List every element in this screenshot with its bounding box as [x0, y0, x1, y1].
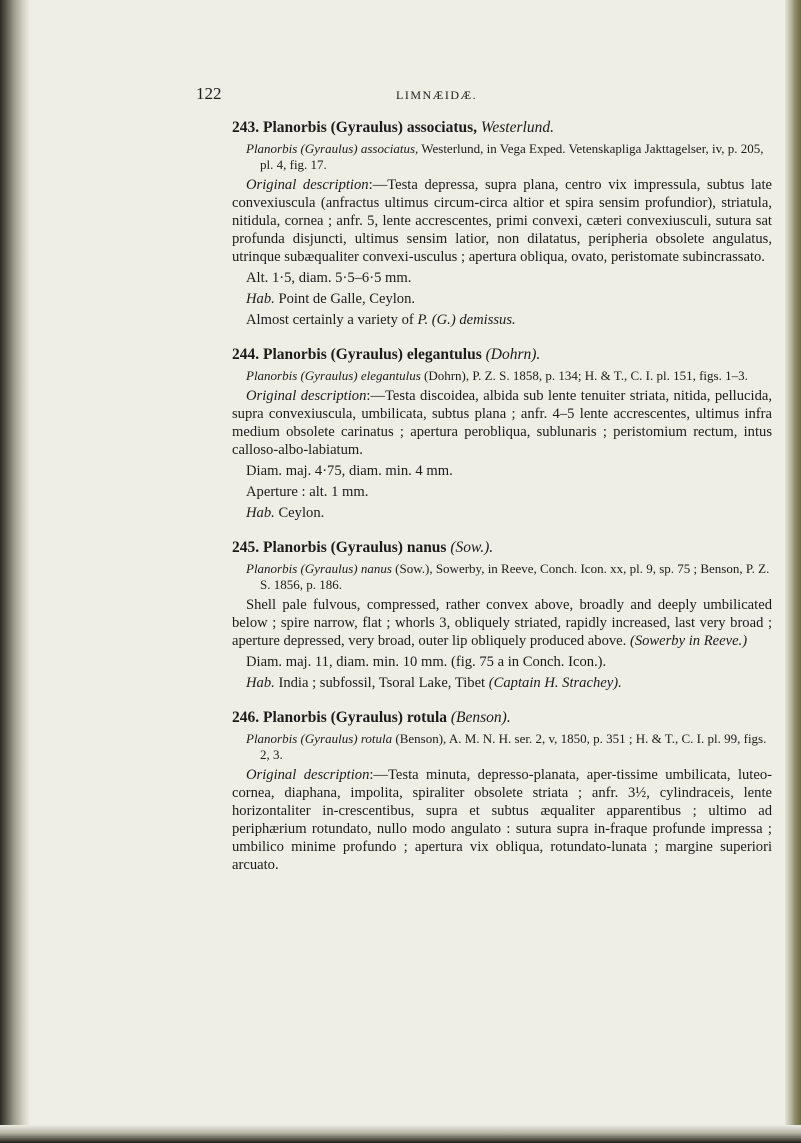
habitat	[232, 674, 772, 692]
species-title	[232, 708, 772, 727]
remark-text: Almost certainly a variety of	[246, 312, 414, 328]
synonymy-reference	[246, 368, 772, 384]
habitat-text: Ceylon.	[278, 505, 325, 521]
species-name: Planorbis (Gyraulus) associatus,	[263, 119, 478, 136]
aperture-dimensions: Aperture : alt. 1 mm.	[246, 484, 369, 500]
entry-number: 243.	[232, 119, 260, 136]
habitat	[232, 504, 772, 522]
description-citation: (Sowerby in Reeve.)	[629, 633, 748, 649]
habitat-label: Hab.	[246, 291, 275, 307]
description-text: :—Testa minuta, depresso-planata, aper-tissime umbilicata, luteo-cornea, diaphana, impolita, spiraliter obsolete striata ; anfr. 3½, cylindraceis, lente horizontaliter in-crescentibus, supra et subtus æqualiter apparentibus ; ultimo ad periphærium rotundato, nullo modo angulato : sutura supra in-fraque profunde impressa ; umbilico minime profundo ; apertura vix obliqua, rotundato-lunata ; margine superiori arcuato.	[232, 767, 772, 873]
dimensions: Alt. 1·5, diam. 5·5–6·5 mm.	[246, 270, 412, 286]
page-content	[232, 118, 772, 890]
habitat-label: Hab.	[246, 675, 275, 691]
ref-citation: (Sow.), Sowerby, in Reeve, Conch. Icon. xx, pl. 9, sp. 75 ; Benson, P. Z. S. 1856, p. 186.	[260, 561, 770, 592]
description-label: Original description	[246, 767, 370, 783]
species-author: (Dohrn).	[485, 346, 541, 363]
running-head: LIMNÆIDÆ.	[396, 88, 478, 102]
entry-number: 246.	[232, 709, 260, 726]
habitat-text: Point de Galle, Ceylon.	[278, 291, 416, 307]
description-label: Original description	[246, 177, 369, 193]
synonymy-reference	[246, 141, 772, 173]
page-bottom-edge	[0, 1125, 801, 1143]
entry-number: 245.	[232, 539, 260, 556]
species-title	[232, 538, 772, 557]
description	[232, 596, 772, 650]
species-entry	[232, 118, 772, 329]
description-text: Shell pale fulvous, compressed, rather convex above, broadly and deeply umbilicated below ; spire narrow, flat ; whorls 3, obliquely striated, rapidly increased, last very broad ; aperture depressed, very broad, outer lip obliquely produced above.	[232, 597, 772, 649]
habitat-text: India ; subfossil, Tsoral Lake, Tibet	[278, 675, 486, 691]
page-number: 122	[196, 84, 222, 103]
description-label: Original description	[246, 388, 367, 404]
habitat	[232, 290, 772, 308]
species-author: Westerlund.	[480, 119, 554, 136]
original-description	[232, 176, 772, 266]
synonymy-reference	[246, 561, 772, 593]
ref-name: Planorbis (Gyraulus) elegantulus	[246, 368, 421, 383]
original-description	[232, 766, 772, 874]
species-name: Planorbis (Gyraulus) rotula	[263, 709, 448, 726]
species-entry	[232, 345, 772, 522]
remark	[232, 311, 772, 329]
entry-number: 244.	[232, 346, 260, 363]
original-description	[232, 387, 772, 459]
ref-name: Planorbis (Gyraulus) nanus	[246, 561, 392, 576]
ref-name: Planorbis (Gyraulus) rotula	[246, 731, 393, 746]
species-title	[232, 345, 772, 364]
species-name: Planorbis (Gyraulus) nanus	[263, 539, 447, 556]
species-author: (Sow.).	[450, 539, 494, 556]
description-text: :—Testa discoidea, albida sub lente tenuiter striata, nitida, pellucida, supra convexiuscula, umbilicata, subtus plana ; anfr. 4–5 lente accrescentes, ultimus infra medium obsolete carinatus ; apertura perobliqua, sublunaris ; peristomium rectum, intus calloso-albo-labiatum.	[232, 388, 772, 458]
page-header	[196, 84, 756, 106]
page-right-edge	[785, 0, 801, 1143]
habitat-citation: (Captain H. Strachey).	[488, 675, 622, 691]
ref-name: Planorbis (Gyraulus) associatus,	[246, 141, 419, 156]
species-title	[232, 118, 772, 137]
dimensions: Diam. maj. 11, diam. min. 10 mm. (fig. 75 a in Conch. Icon.).	[246, 654, 607, 670]
habitat-label: Hab.	[246, 505, 275, 521]
ref-citation: Westerlund, in Vega Exped. Vetenskapliga Jakttagelser, iv, p. 205, pl. 4, fig. 17.	[260, 141, 764, 172]
ref-citation: (Benson), A. M. N. H. ser. 2, v, 1850, p. 351 ; H. & T., C. I. pl. 99, figs. 2, 3.	[260, 731, 767, 762]
species-entry	[232, 538, 772, 692]
remark-species: P. (G.) demissus.	[417, 312, 516, 328]
species-entry	[232, 708, 772, 874]
ref-citation: (Dohrn), P. Z. S. 1858, p. 134; H. & T., C. I. pl. 151, figs. 1–3.	[424, 368, 748, 383]
synonymy-reference	[246, 731, 772, 763]
description-text: :—Testa depressa, supra plana, centro vix impressula, subtus late convexiuscula (anfractus ultimus circum-circa altior et spira sensim profundior), striatula, nitidula, cornea ; anfr. 5, lente accrescentes, primi convexi, cæteri convexiusculi, sutura sat profunda disjuncti, ultimus sensim latior, non dilatatus, peripheria obsolete angulatus, utrinque subæqualiter convexi-usculus ; apertura obliqua, ovato, peristomate subincrassato.	[232, 177, 772, 265]
species-name: Planorbis (Gyraulus) elegantulus	[263, 346, 482, 363]
species-author: (Benson).	[450, 709, 511, 726]
dimensions: Diam. maj. 4·75, diam. min. 4 mm.	[246, 463, 453, 479]
page-binding-shadow	[0, 0, 30, 1143]
